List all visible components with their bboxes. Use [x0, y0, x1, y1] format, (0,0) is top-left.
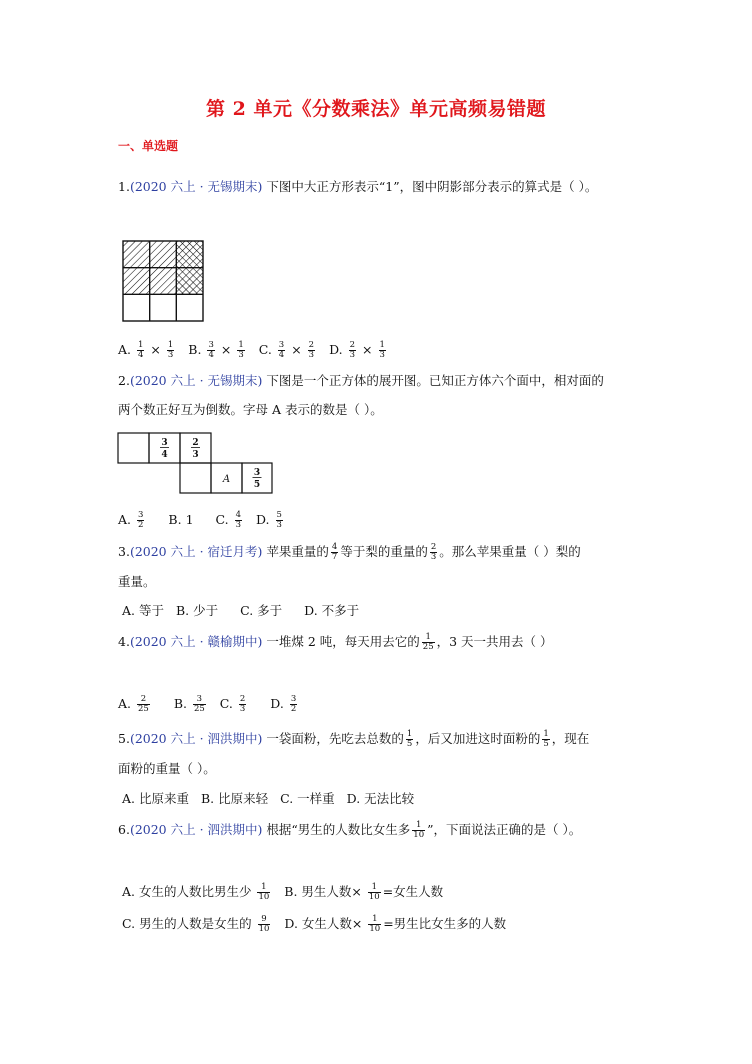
- option-text: D. 女生人数×: [284, 916, 363, 931]
- denominator: 3: [308, 350, 315, 360]
- option-a[interactable]: [118, 510, 146, 530]
- option-label: C.: [215, 512, 229, 527]
- numerator: 1: [379, 340, 385, 350]
- question-text: 下图是一个正方体的展开图。已知正方体六个面中，相对面的: [266, 373, 604, 388]
- question-text: 一袋面粉，先吃去总数的: [266, 731, 404, 746]
- question-text: ，3 天一共用去（ ）: [436, 634, 553, 649]
- option-c[interactable]: C. 一样重: [280, 791, 335, 806]
- cell-denominator: 4: [161, 450, 168, 460]
- question-5-line2: 面粉的重量（ ）。: [118, 761, 216, 776]
- cell-numerator: 3: [253, 468, 261, 478]
- question-text: 根据“男生的人数比女生多: [266, 822, 411, 837]
- question-source: (2020 六上 · 宿迁月考): [129, 544, 263, 559]
- denominator: 2: [290, 704, 297, 714]
- cell-numerator: 2: [192, 438, 199, 448]
- denominator: 3: [235, 520, 241, 530]
- denominator: 3: [276, 520, 282, 530]
- numerator: 4: [331, 542, 338, 552]
- cell-denominator: 3: [192, 450, 199, 460]
- cell-numerator: 3: [161, 438, 168, 448]
- denominator: 10: [258, 924, 270, 934]
- option-label: C.: [219, 696, 233, 711]
- denominator: 5: [543, 739, 549, 749]
- numerator: 2: [430, 542, 437, 552]
- fraction: [542, 730, 549, 749]
- question-number: 2.: [118, 373, 130, 388]
- denominator: 3: [379, 350, 385, 360]
- question-number: 5.: [118, 731, 130, 746]
- question-3: [118, 542, 581, 562]
- option-a[interactable]: [118, 340, 176, 360]
- option-d[interactable]: [284, 914, 507, 934]
- numerator: 3: [290, 694, 297, 704]
- fraction: [290, 695, 297, 714]
- times-sign: ×: [150, 342, 161, 357]
- denominator: 10: [413, 830, 425, 840]
- option-text: =女生人数: [382, 884, 444, 899]
- question-4-options: [118, 694, 307, 714]
- option-a[interactable]: [118, 694, 152, 714]
- fraction: [237, 341, 244, 360]
- question-6: [118, 820, 581, 840]
- page-title: 第 2 单元《分数乘法》单元高频易错题: [206, 98, 546, 120]
- question-source: (2020 六上 · 泗洪期中): [129, 731, 263, 746]
- denominator: 10: [369, 924, 381, 934]
- option-a[interactable]: A. 比原来重: [122, 791, 189, 806]
- option-value: 1: [185, 512, 194, 527]
- question-number: 3.: [118, 544, 130, 559]
- numerator: 3: [278, 340, 285, 350]
- numerator: 1: [543, 729, 549, 739]
- option-label: B.: [173, 696, 187, 711]
- question-text: ”，下面说法正确的是（ ）。: [427, 822, 582, 837]
- question-text: ，后又加进这时面粉的: [415, 731, 541, 746]
- fraction: [207, 341, 214, 360]
- fraction: [430, 543, 437, 562]
- numerator: 1: [238, 340, 244, 350]
- numerator: 1: [406, 729, 413, 739]
- question-text: 一堆煤 2 吨，每天用去它的: [266, 634, 420, 649]
- question-3-line2: 重量。: [118, 574, 156, 589]
- question-text: 等于梨的重量的: [340, 544, 428, 559]
- numerator: 4: [235, 510, 241, 520]
- numerator: 3: [193, 695, 206, 705]
- fraction: [137, 511, 144, 530]
- fraction: [412, 821, 425, 840]
- numerator: 1: [138, 340, 144, 350]
- denominator: 5: [406, 739, 413, 749]
- option-label: A.: [118, 342, 132, 357]
- question-6-options-row2: [122, 914, 514, 934]
- denominator: 10: [368, 892, 380, 902]
- question-5: [118, 729, 589, 749]
- question-number: 1.: [118, 179, 130, 194]
- numerator: 3: [208, 340, 214, 350]
- denominator: 4: [278, 350, 285, 360]
- question-source: (2020 六上 · 泗洪期中): [129, 822, 263, 837]
- question-text: 下图中大正方形表示“1”，图中阴影部分表示的算式是（ ）。: [266, 179, 598, 194]
- option-c[interactable]: [215, 510, 245, 530]
- option-c[interactable]: [258, 340, 317, 360]
- fraction: [193, 695, 206, 714]
- times-sign: ×: [220, 342, 232, 357]
- question-text: ，现在: [551, 731, 590, 746]
- fraction: [368, 883, 381, 902]
- option-label: D.: [270, 696, 284, 711]
- numerator: 2: [137, 695, 150, 705]
- denominator: 25: [138, 704, 149, 714]
- fraction: [257, 883, 270, 902]
- question-source: (2020 六上 · 无锡期末): [129, 373, 263, 388]
- fraction: [137, 341, 144, 360]
- option-text: C. 男生的人数是女生的: [122, 916, 252, 931]
- option-text: =男生比女生多的人数: [383, 916, 507, 931]
- option-label: B.: [168, 512, 182, 527]
- fraction: [258, 915, 271, 934]
- denominator: 25: [422, 642, 434, 652]
- question-source: (2020 六上 · 赣榆期中): [129, 634, 263, 649]
- fraction: [239, 695, 246, 714]
- question-1-options: [118, 340, 396, 360]
- question-2-line2: 两个数正好互为倒数。字母 A 表示的数是（ ）。: [118, 402, 383, 417]
- numerator: 1: [368, 915, 381, 925]
- numerator: 1: [167, 340, 174, 350]
- question-text: 苹果重量的: [266, 544, 329, 559]
- denominator: 3: [238, 350, 244, 360]
- option-d[interactable]: [329, 340, 388, 360]
- fraction: [406, 730, 413, 749]
- option-label: B.: [188, 342, 202, 357]
- option-b[interactable]: B. 比原来轻: [200, 791, 269, 806]
- fraction: [276, 511, 283, 530]
- times-sign: ×: [291, 342, 302, 357]
- numerator: 1: [422, 633, 435, 643]
- option-label: D.: [329, 342, 343, 357]
- question-6-options-row1: [122, 882, 451, 902]
- denominator: 4: [138, 350, 144, 360]
- option-a[interactable]: A. 等于: [122, 603, 164, 618]
- fraction: [308, 341, 315, 360]
- fraction: [379, 341, 386, 360]
- option-b[interactable]: [284, 882, 444, 902]
- denominator: 3: [430, 552, 437, 562]
- cell-letter: A: [222, 474, 231, 485]
- denominator: 3: [349, 350, 356, 360]
- fraction: [278, 341, 285, 360]
- option-d[interactable]: D. 不多于: [304, 603, 360, 618]
- option-b[interactable]: [188, 340, 246, 360]
- cube-net-figure: [117, 432, 273, 494]
- fraction: [167, 341, 174, 360]
- question-1: [118, 177, 597, 197]
- option-c[interactable]: [122, 914, 272, 934]
- numerator: 2: [239, 694, 246, 704]
- grid-figure: [122, 240, 204, 322]
- option-b[interactable]: [173, 694, 208, 714]
- numerator: 2: [308, 340, 315, 350]
- denominator: 4: [208, 350, 214, 360]
- fraction: [331, 543, 338, 562]
- question-number: 6.: [118, 822, 130, 837]
- option-d[interactable]: D. 无法比较: [346, 791, 415, 806]
- option-label: D.: [255, 512, 270, 527]
- denominator: 7: [331, 552, 338, 562]
- fraction: [349, 341, 356, 360]
- question-source: (2020 六上 · 无锡期末): [129, 179, 263, 194]
- denominator: 3: [167, 350, 174, 360]
- numerator: 1: [368, 883, 381, 893]
- fraction: [137, 695, 150, 714]
- question-number: 4.: [118, 634, 130, 649]
- option-b[interactable]: B. 少于: [175, 603, 219, 618]
- question-3-options: [122, 601, 367, 621]
- option-text: A. 女生的人数比男生少: [122, 884, 252, 899]
- option-text: B. 男生人数×: [284, 884, 362, 899]
- numerator: 2: [349, 340, 356, 350]
- numerator: 5: [276, 510, 282, 520]
- times-sign: ×: [362, 342, 373, 357]
- option-label: A.: [118, 512, 132, 527]
- denominator: 10: [258, 892, 270, 902]
- fraction: [235, 511, 242, 530]
- option-c[interactable]: C. 多于: [240, 603, 283, 618]
- option-d[interactable]: [270, 694, 299, 714]
- numerator: 1: [257, 883, 270, 893]
- option-label: A.: [118, 696, 132, 711]
- option-c[interactable]: [219, 694, 249, 714]
- section-heading: 一、单选题: [118, 139, 179, 153]
- option-label: C.: [258, 342, 272, 357]
- question-2: [118, 371, 604, 391]
- numerator: 1: [412, 821, 425, 831]
- fraction: [368, 915, 381, 934]
- numerator: 3: [138, 510, 144, 520]
- denominator: 3: [239, 704, 246, 714]
- option-a[interactable]: [122, 882, 272, 902]
- numerator: 9: [258, 915, 271, 925]
- fraction: [422, 633, 435, 652]
- question-2-options: [118, 510, 293, 530]
- option-b[interactable]: [168, 512, 193, 527]
- question-4: [118, 632, 553, 652]
- option-d[interactable]: [255, 510, 285, 530]
- denominator: 2: [138, 520, 144, 530]
- question-text: 。那么苹果重量（ ）梨的: [439, 544, 581, 559]
- cell-denominator: 5: [253, 480, 261, 490]
- question-5-options: [122, 789, 422, 809]
- denominator: 25: [193, 704, 205, 714]
